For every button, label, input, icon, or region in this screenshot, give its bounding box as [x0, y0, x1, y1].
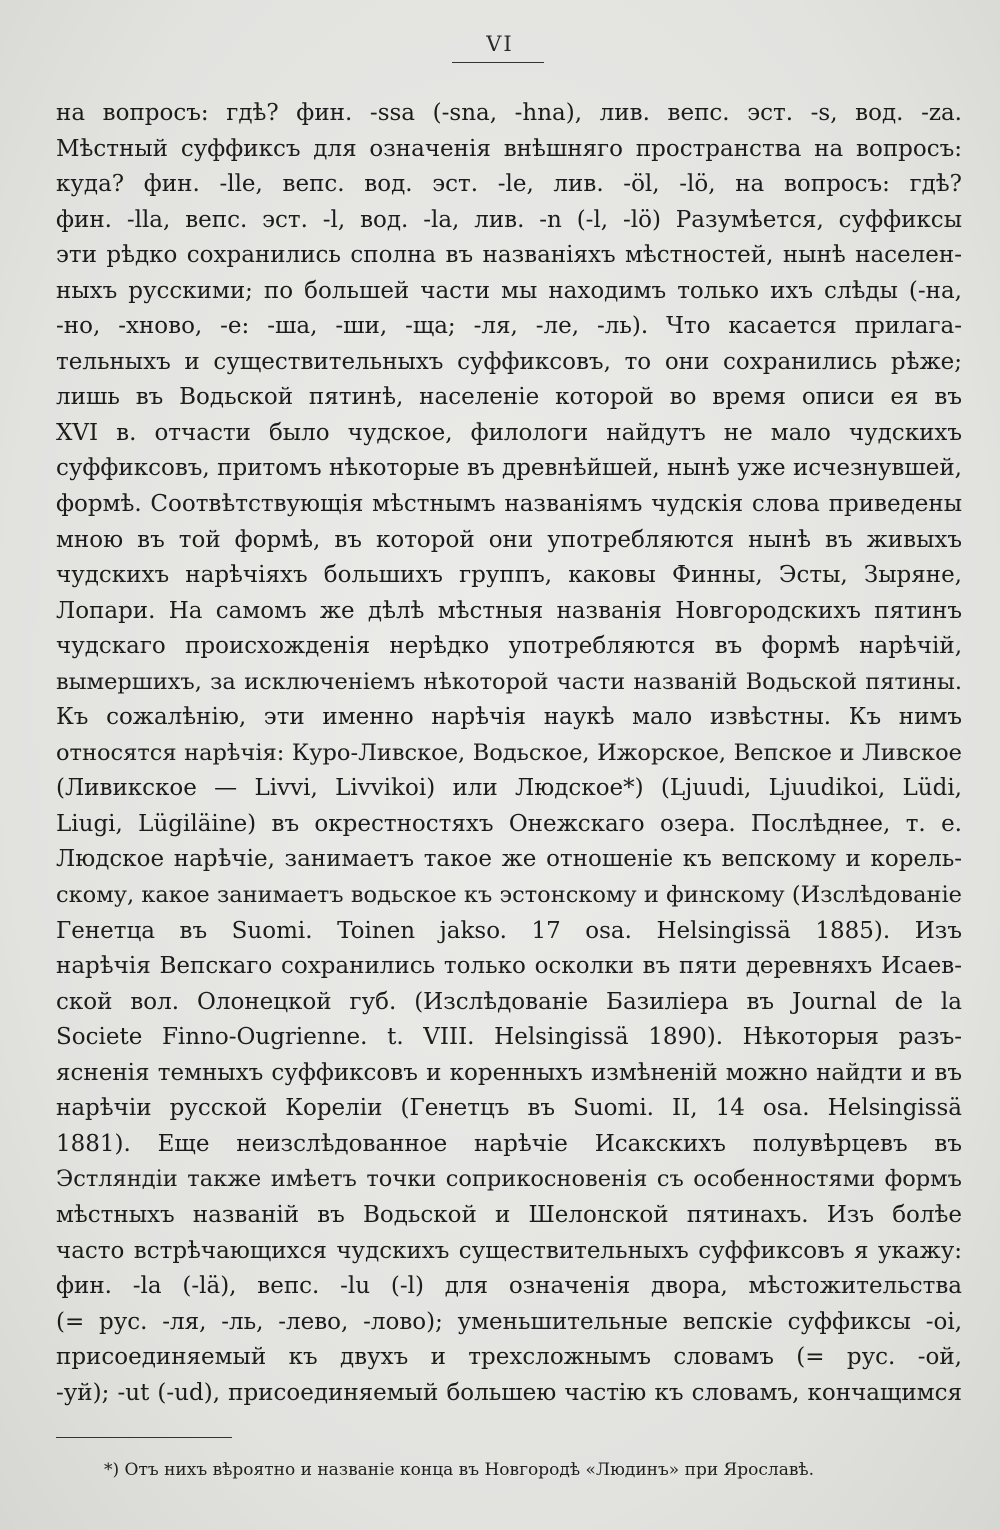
text-line: Liugi, Lügiläine) въ окрестностяхъ Онежскаго озера. Послѣднее, т. е. [56, 810, 962, 837]
text-line: -уй); -ut (-ud), присоединяемый большею частію къ словамъ, кончащимся [56, 1379, 962, 1406]
text-line: лишь въ Водьской пятинѣ, населеніе которой во время описи ея въ [56, 384, 962, 411]
text-line: эти рѣдко сохранились сполна въ названіяхъ мѣстностей, нынѣ населен- [56, 242, 962, 269]
text-line: ныхъ русскими; по большей части мы находимъ только ихъ слѣды (-на, [56, 277, 962, 304]
page-number: VI [486, 32, 514, 56]
text-line: относятся нарѣчія: Куро-Ливское, Водьское, Ижорское, Вепское и Ливское [56, 739, 962, 766]
text-line: нарѣчія Вепскаго сохранились только осколки въ пяти деревняхъ Исаев- [56, 953, 962, 980]
text-line: вымершихъ, за исключеніемъ нѣкоторой части названій Водьской пятины. [56, 668, 962, 695]
text-line: формѣ. Соотвѣтствующія мѣстнымъ названіямъ чудскія слова приведены [56, 491, 962, 518]
text-line: Генетца въ Suomi. Toinen jakso. 17 osa. Helsingissä 1885). Изъ [56, 917, 962, 944]
text-line: Лопари. На самомъ же дѣлѣ мѣстныя названія Новгородскихъ пятинъ [56, 597, 962, 624]
text-line: куда? фин. -lle, вепс. вод. эст. -le, лив. -öl, -lö, на вопросъ: гдѣ? [56, 171, 962, 198]
text-line: Эстляндіи также имѣетъ точки соприкосновенія съ особенностями формъ [56, 1166, 962, 1193]
text-line: фин. -lla, вепс. эст. -l, вод. -la, лив. -n (-l, -lö) Разумѣется, суффиксы [56, 206, 962, 233]
body-text [56, 96, 962, 1411]
text-line: суффиксовъ, притомъ нѣкоторые въ древнѣйшей, нынѣ уже исчезнувшей, [56, 455, 962, 482]
text-line: тельныхъ и существительныхъ суффиксовъ, то они сохранились рѣже; [56, 348, 962, 375]
text-line: (Ливикское — Livvi, Livvikoi) или Людское*) (Ljuudi, Ljuudikoi, Lüdi, [56, 775, 962, 802]
text-line: ясненія темныхъ суффиксовъ и коренныхъ измѣненій можно найдти и въ [56, 1059, 962, 1086]
text-line: нарѣчіи русской Кореліи (Генетцъ въ Suomi. II, 14 osa. Helsingissä [56, 1095, 962, 1122]
text-line: фин. -la (-lä), вепс. -lu (-l) для означенія двора, мѣстожительства [56, 1273, 962, 1300]
text-line: мною въ той формѣ, въ которой они употребляются нынѣ въ живыхъ [56, 526, 962, 553]
text-line: присоединяемый къ двухъ и трехсложнымъ словамъ (= рус. -ой, [56, 1344, 962, 1371]
footnote: *) Отъ нихъ вѣроятно и названіе конца въ Новгородѣ «Людинъ» при Ярославѣ. [104, 1460, 815, 1480]
text-line: Societe Finno-Ougrienne. t. VIII. Helsingissä 1890). Нѣкоторыя разъ- [56, 1024, 962, 1051]
text-line: часто встрѣчающихся чудскихъ существительныхъ суффиксовъ я укажу: [56, 1237, 962, 1264]
text-line: мѣстныхъ названій въ Водьской и Шелонской пятинахъ. Изъ болѣе [56, 1201, 962, 1228]
footnote-rule [56, 1437, 232, 1438]
text-line: Людское нарѣчіе, занимаетъ такое же отношеніе къ вепскому и корель- [56, 846, 962, 873]
text-line: чудскаго происхожденія нерѣдко употребляются въ формѣ нарѣчій, [56, 633, 962, 660]
text-line: ской вол. Олонецкой губ. (Изслѣдованіе Базиліера въ Journal de la [56, 988, 962, 1015]
text-line: -но, -хново, -е: -ша, -ши, -ща; -ля, -ле, -ль). Что касается прилага- [56, 313, 962, 340]
header-rule [452, 62, 544, 63]
text-line: скому, какое занимаетъ водьское къ эстонскому и финскому (Изслѣдованіе [56, 882, 962, 909]
text-line: чудскихъ нарѣчіяхъ большихъ группъ, каковы Финны, Эсты, Зыряне, [56, 562, 962, 589]
text-line: 1881). Еще неизслѣдованное нарѣчіе Исакскихъ полувѣрцевъ въ [56, 1130, 962, 1157]
text-line: Мѣстный суффиксъ для означенія внѣшняго пространства на вопросъ: [56, 135, 962, 162]
text-line: Къ сожалѣнію, эти именно нарѣчія наукѣ мало извѣстны. Къ нимъ [56, 704, 962, 731]
text-line: на вопросъ: гдѣ? фин. -ssa (-sna, -hna), лив. вепс. эст. -s, вод. -za. [56, 100, 962, 126]
text-line: XVI в. отчасти было чудское, филологи найдутъ не мало чудскихъ [56, 419, 962, 446]
text-line: (= рус. -ля, -ль, -лево, -лово); уменьшительные вепскіе суффиксы -oi, [56, 1308, 962, 1335]
